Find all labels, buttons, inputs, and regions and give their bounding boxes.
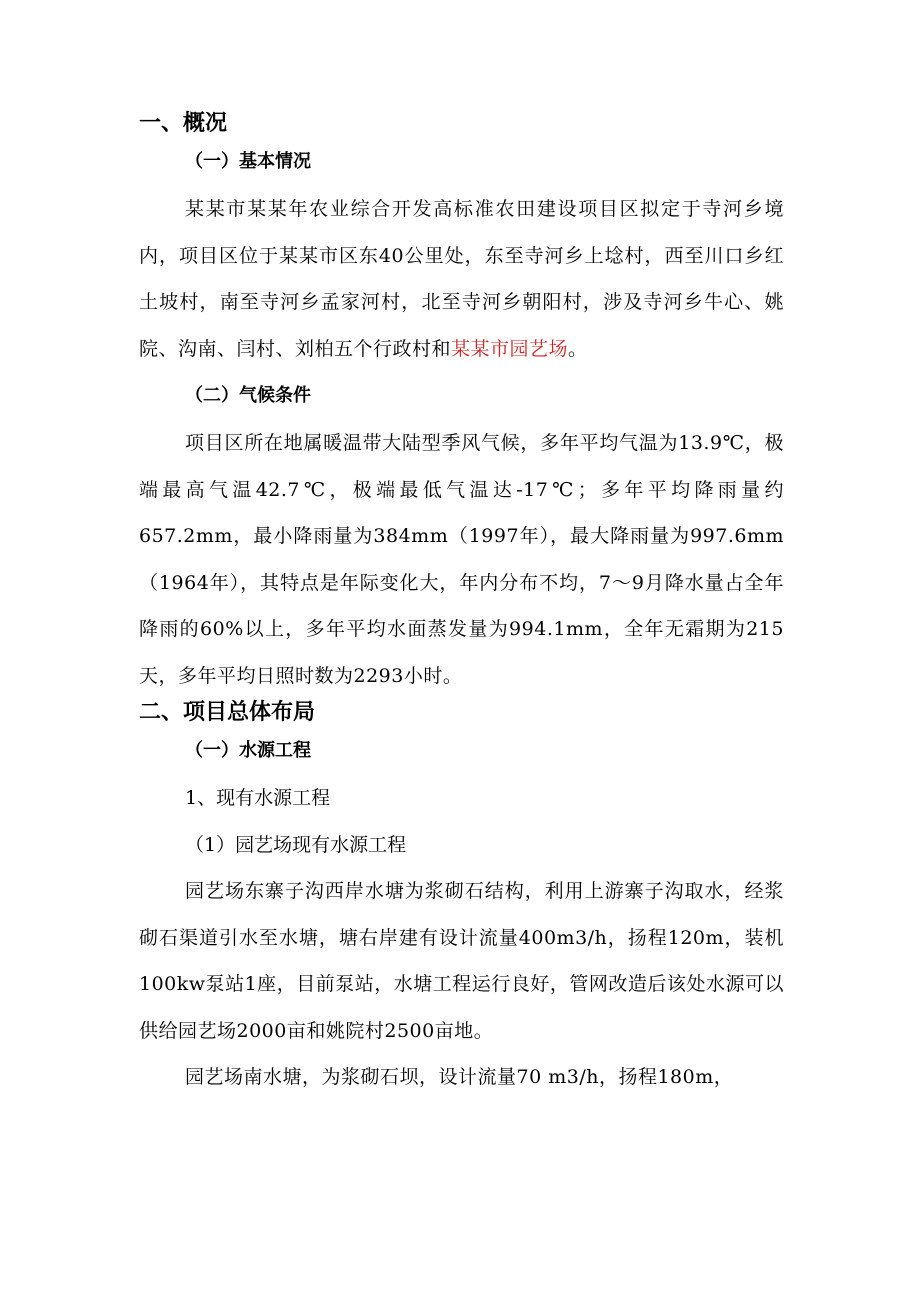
section-1-sub-1-heading: （一）基本情况	[185, 151, 311, 172]
east-pond-paragraph: 园艺场东寨子沟西岸水塘为浆砌石结构，利用上游寨子沟取水，经浆砌石渠道引水至水塘，塘右岸建有设计流量400m3/h，扬程120m，装机100kw泵站1座，目前泵站，水塘工程运行良好，管网改造后该处水源可以供给园艺场2000亩和姚院村2500亩地。	[139, 880, 784, 1042]
basic-info-end: 。	[568, 337, 588, 360]
basic-info-paragraph	[139, 186, 784, 372]
basic-info-text: 某某市某某年农业综合开发高标准农田建设项目区拟定于寺河乡境内，项目区位于某某市区东40公里处，东至寺河乡上埝村，西至川口乡红土坡村，南至寺河乡孟家河村，北至寺河乡朝阳村，涉及寺河乡牛心、姚院、沟南、闫村、刘柏五个行政村和	[139, 198, 784, 360]
section-1-heading: 一、概况	[139, 111, 228, 136]
climate-paragraph: 项目区所在地属暖温带大陆型季风气候，多年平均气温为13.9℃，极端最高气温42.7℃，极端最低气温达-17℃；多年平均降雨量约657.2mm，最小降雨量为384mm（1997年），最大降雨量为997.6mm（1964年），其特点是年际变化大，年内分布不均，7～9月降水量占全年降雨的60%以上，多年平均水面蒸发量为994.1mm，全年无霜期为215天，多年平均日照时数为2293小时。	[139, 432, 784, 687]
existing-water-source-item: 1、现有水源工程	[185, 787, 331, 809]
section-2-sub-1-heading: （一）水源工程	[185, 740, 311, 761]
horticulture-water-source-item: （1）园艺场现有水源工程	[185, 833, 407, 856]
section-1-sub-2-heading: （二）气候条件	[185, 385, 311, 406]
section-2-heading: 二、项目总体布局	[139, 700, 316, 725]
south-pond-paragraph: 园艺场南水塘，为浆砌石坝，设计流量70 m3/h，扬程180m，	[185, 1066, 734, 1088]
document-page	[139, 110, 784, 1101]
horticulture-farm-highlight: 某某市园艺场	[451, 337, 569, 360]
